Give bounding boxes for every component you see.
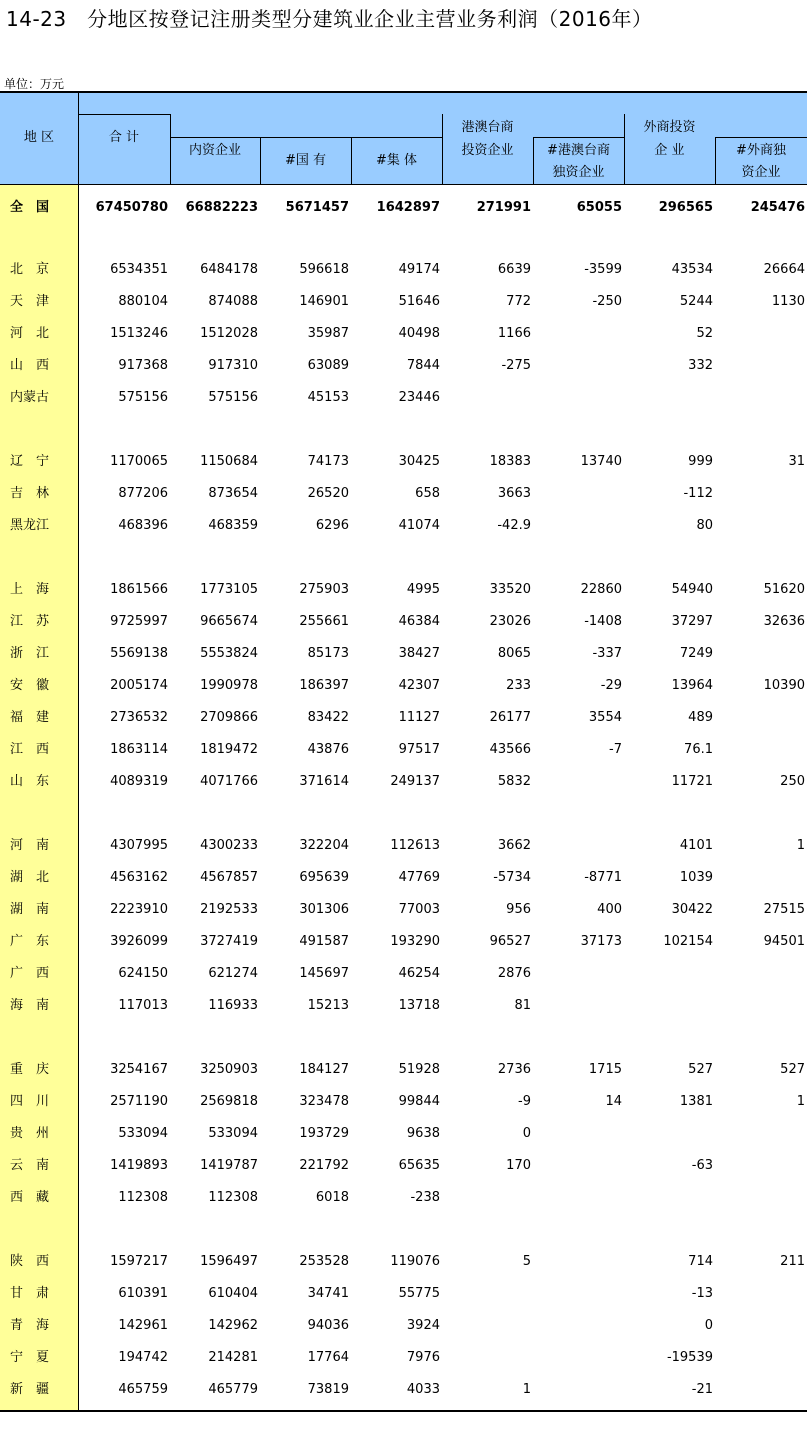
value-cell: 142961	[118, 1318, 168, 1333]
table-row	[0, 354, 807, 378]
region-name: 四 川	[10, 1094, 50, 1109]
value-cell: 85173	[307, 646, 349, 661]
value-cell: 465759	[118, 1382, 168, 1397]
region-name: 湖 南	[10, 902, 50, 917]
value-cell: 275903	[299, 582, 349, 597]
value-cell: 5	[522, 1254, 531, 1269]
value-cell: 94036	[307, 1318, 349, 1333]
value-cell: 5569138	[110, 646, 168, 661]
header-foreign-line1: 外商投资	[643, 120, 696, 135]
value-cell: 877206	[118, 486, 168, 501]
value-cell: 37297	[671, 614, 713, 629]
value-cell: 2709866	[200, 710, 258, 725]
value-cell: 1990978	[200, 678, 258, 693]
value-cell: 2736	[497, 1062, 531, 1077]
value-cell: -63	[691, 1158, 713, 1173]
value-cell: 23446	[398, 390, 440, 405]
value-cell: 3924	[406, 1318, 440, 1333]
value-cell: 873654	[208, 486, 258, 501]
value-cell: 96527	[489, 934, 531, 949]
value-cell: 1863114	[110, 742, 168, 757]
value-cell: 46384	[398, 614, 440, 629]
value-cell: 63089	[307, 358, 349, 373]
value-cell: 54940	[671, 582, 713, 597]
value-cell: 468359	[208, 518, 258, 533]
value-cell: 714	[688, 1254, 713, 1269]
value-cell: -250	[592, 294, 622, 309]
value-cell: 80	[696, 518, 713, 533]
value-cell: 2005174	[110, 678, 168, 693]
table-row	[0, 1058, 807, 1082]
value-cell: 7976	[406, 1350, 440, 1365]
value-cell: -1408	[584, 614, 622, 629]
header-foreign-line2: 企 业	[654, 143, 685, 158]
value-cell: 596618	[299, 262, 349, 277]
value-cell: 400	[597, 902, 622, 917]
value-cell: 610391	[118, 1286, 168, 1301]
value-cell: 27515	[763, 902, 805, 917]
value-cell: 52	[696, 326, 713, 341]
value-cell: 81	[514, 998, 531, 1013]
value-cell: 97517	[398, 742, 440, 757]
header-hmt-sole-line2: 独资企业	[552, 165, 605, 180]
region-name: 北 京	[10, 262, 50, 277]
value-cell: 4089319	[110, 774, 168, 789]
value-cell: 119076	[390, 1254, 440, 1269]
value-cell: 917310	[208, 358, 258, 373]
header-state-owned: #国 有	[284, 153, 327, 168]
region-name: 西 藏	[10, 1190, 50, 1205]
value-cell: 117013	[118, 998, 168, 1013]
value-cell: 1715	[588, 1062, 622, 1077]
region-name: 天 津	[10, 294, 50, 309]
value-cell: 22860	[580, 582, 622, 597]
table-row	[0, 322, 807, 346]
value-cell: 55775	[398, 1286, 440, 1301]
value-cell: 43876	[307, 742, 349, 757]
header-top-rule	[0, 91, 807, 93]
value-cell: 26520	[307, 486, 349, 501]
value-cell: 11721	[671, 774, 713, 789]
value-cell: 51928	[398, 1062, 440, 1077]
table-row	[0, 1314, 807, 1338]
value-cell: 2876	[497, 966, 531, 981]
value-cell: 9725997	[110, 614, 168, 629]
value-cell: 43534	[671, 262, 713, 277]
value-cell: -29	[600, 678, 622, 693]
value-cell: 7844	[406, 358, 440, 373]
value-cell: 245476	[750, 200, 805, 215]
value-cell: 253528	[299, 1254, 349, 1269]
value-cell: 10390	[763, 678, 805, 693]
value-cell: 112308	[208, 1190, 258, 1205]
value-cell: 301306	[299, 902, 349, 917]
value-cell: 1642897	[376, 200, 440, 215]
value-cell: 4071766	[200, 774, 258, 789]
value-cell: 146901	[299, 294, 349, 309]
header-foreign-sole-line1: #外商独	[736, 143, 786, 158]
value-cell: 17764	[307, 1350, 349, 1365]
region-name: 福 建	[10, 710, 50, 725]
table-row	[0, 962, 807, 986]
value-cell: 193290	[390, 934, 440, 949]
table-row	[0, 898, 807, 922]
value-cell: 1130	[771, 294, 805, 309]
table-row	[0, 1346, 807, 1370]
region-name: 甘 肃	[10, 1286, 50, 1301]
value-cell: 102154	[663, 934, 713, 949]
value-cell: 35987	[307, 326, 349, 341]
value-cell: 194742	[118, 1350, 168, 1365]
value-cell: 6639	[497, 262, 531, 277]
value-cell: 65055	[576, 200, 622, 215]
value-cell: 4300233	[200, 838, 258, 853]
value-cell: 51646	[398, 294, 440, 309]
region-name: 浙 江	[10, 646, 50, 661]
value-cell: 38427	[398, 646, 440, 661]
value-cell: -112	[683, 486, 713, 501]
value-cell: 332	[688, 358, 713, 373]
region-name: 山 西	[10, 358, 50, 373]
region-name: 贵 州	[10, 1126, 50, 1141]
value-cell: 221792	[299, 1158, 349, 1173]
value-cell: 33520	[489, 582, 531, 597]
table-row	[0, 706, 807, 730]
value-cell: 4567857	[200, 870, 258, 885]
value-cell: 3727419	[200, 934, 258, 949]
value-cell: 323478	[299, 1094, 349, 1109]
value-cell: 49174	[398, 262, 440, 277]
value-cell: 271991	[476, 200, 531, 215]
value-cell: 1419787	[200, 1158, 258, 1173]
region-name: 上 海	[10, 582, 50, 597]
region-name: 河 北	[10, 326, 50, 341]
value-cell: 4995	[406, 582, 440, 597]
value-cell: 32636	[763, 614, 805, 629]
value-cell: 2569818	[200, 1094, 258, 1109]
value-cell: 37173	[580, 934, 622, 949]
table-row	[0, 1250, 807, 1274]
table-row	[0, 1090, 807, 1114]
value-cell: 1861566	[110, 582, 168, 597]
value-cell: 66882223	[185, 200, 258, 215]
table-row	[0, 738, 807, 762]
value-cell: 74173	[307, 454, 349, 469]
header-sub-rule-2	[533, 137, 624, 138]
table-row	[0, 1122, 807, 1146]
value-cell: 1419893	[110, 1158, 168, 1173]
value-cell: 0	[522, 1126, 531, 1141]
value-cell: -21	[691, 1382, 713, 1397]
value-cell: 658	[415, 486, 440, 501]
value-cell: -7	[609, 742, 622, 757]
table-row	[0, 1186, 807, 1210]
value-cell: 6534351	[110, 262, 168, 277]
value-cell: 695639	[299, 870, 349, 885]
region-name: 山 东	[10, 774, 50, 789]
unit-label: 单位：万元	[4, 77, 65, 91]
value-cell: 40498	[398, 326, 440, 341]
value-cell: 1170065	[110, 454, 168, 469]
value-cell: 34741	[307, 1286, 349, 1301]
value-cell: 1381	[679, 1094, 713, 1109]
value-cell: -9	[518, 1094, 531, 1109]
value-cell: -8771	[584, 870, 622, 885]
value-cell: 47769	[398, 870, 440, 885]
table-row	[0, 514, 807, 538]
value-cell: 211	[780, 1254, 805, 1269]
table-row	[0, 642, 807, 666]
table-row	[0, 482, 807, 506]
value-cell: 8065	[497, 646, 531, 661]
header-foreign-sole-line2: 资企业	[741, 165, 781, 180]
header-sub-rule-3	[715, 137, 807, 138]
header-hmt-sole-line1: #港澳台商	[547, 143, 610, 158]
header-hmt-line1: 港澳台商	[461, 120, 514, 135]
region-name: 河 南	[10, 838, 50, 853]
region-name: 辽 宁	[10, 454, 50, 469]
value-cell: 1819472	[200, 742, 258, 757]
value-cell: 533094	[118, 1126, 168, 1141]
value-cell: 874088	[208, 294, 258, 309]
table-row	[0, 386, 807, 410]
region-name: 陕 西	[10, 1254, 50, 1269]
table-row	[0, 930, 807, 954]
value-cell: 533094	[208, 1126, 258, 1141]
value-cell: 73819	[307, 1382, 349, 1397]
value-cell: 2192533	[200, 902, 258, 917]
value-cell: 1	[796, 838, 805, 853]
value-cell: 9638	[406, 1126, 440, 1141]
value-cell: 76.1	[684, 742, 713, 757]
value-cell: 9665674	[200, 614, 258, 629]
value-cell: 1150684	[200, 454, 258, 469]
region-name: 海 南	[10, 998, 50, 1013]
value-cell: 4563162	[110, 870, 168, 885]
value-cell: 5244	[679, 294, 713, 309]
value-cell: -19539	[666, 1350, 713, 1365]
value-cell: 371614	[299, 774, 349, 789]
value-cell: 184127	[299, 1062, 349, 1077]
value-cell: 5553824	[200, 646, 258, 661]
value-cell: 11127	[398, 710, 440, 725]
value-cell: 83422	[307, 710, 349, 725]
table-row	[0, 994, 807, 1018]
value-cell: 4307995	[110, 838, 168, 853]
header-collective: #集 体	[375, 153, 418, 168]
value-cell: 45153	[307, 390, 349, 405]
value-cell: 30422	[671, 902, 713, 917]
value-cell: 6296	[315, 518, 349, 533]
value-cell: -337	[592, 646, 622, 661]
table-bottom-rule	[0, 1410, 807, 1412]
value-cell: 142962	[208, 1318, 258, 1333]
value-cell: 31	[788, 454, 805, 469]
value-cell: 956	[506, 902, 531, 917]
value-cell: 1773105	[200, 582, 258, 597]
value-cell: 112613	[390, 838, 440, 853]
table-row	[0, 610, 807, 634]
value-cell: 43566	[489, 742, 531, 757]
value-cell: 5832	[497, 774, 531, 789]
region-name: 广 西	[10, 966, 50, 981]
value-cell: 621274	[208, 966, 258, 981]
value-cell: 772	[506, 294, 531, 309]
value-cell: 250	[780, 774, 805, 789]
value-cell: 18383	[489, 454, 531, 469]
region-name: 宁 夏	[10, 1350, 50, 1365]
value-cell: 26177	[489, 710, 531, 725]
table-row	[0, 866, 807, 890]
value-cell: 67450780	[95, 200, 168, 215]
value-cell: 26664	[763, 262, 805, 277]
value-cell: 3663	[497, 486, 531, 501]
table-row	[0, 578, 807, 602]
value-cell: 3254167	[110, 1062, 168, 1077]
value-cell: 3662	[497, 838, 531, 853]
value-cell: 575156	[208, 390, 258, 405]
value-cell: 4101	[679, 838, 713, 853]
value-cell: -3599	[584, 262, 622, 277]
value-cell: 1	[522, 1382, 531, 1397]
region-name: 广 东	[10, 934, 50, 949]
value-cell: 3554	[588, 710, 622, 725]
value-cell: 7249	[679, 646, 713, 661]
region-name: 重 庆	[10, 1062, 50, 1077]
region-name: 新 疆	[10, 1382, 50, 1397]
region-name: 黑龙江	[10, 518, 50, 533]
value-cell: 170	[506, 1158, 531, 1173]
value-cell: 14	[605, 1094, 622, 1109]
value-cell: 491587	[299, 934, 349, 949]
table-row	[0, 450, 807, 474]
table-row	[0, 258, 807, 282]
value-cell: 575156	[118, 390, 168, 405]
value-cell: 917368	[118, 358, 168, 373]
region-name: 全 国	[10, 200, 50, 215]
region-name: 云 南	[10, 1158, 50, 1173]
value-cell: 23026	[489, 614, 531, 629]
value-cell: -275	[501, 358, 531, 373]
value-cell: 65635	[398, 1158, 440, 1173]
value-cell: 193729	[299, 1126, 349, 1141]
value-cell: 1039	[679, 870, 713, 885]
header-total: 合 计	[108, 130, 140, 145]
value-cell: 214281	[208, 1350, 258, 1365]
value-cell: 30425	[398, 454, 440, 469]
value-cell: 255661	[299, 614, 349, 629]
value-cell: -5734	[493, 870, 531, 885]
value-cell: 880104	[118, 294, 168, 309]
value-cell: 624150	[118, 966, 168, 981]
value-cell: 5671457	[285, 200, 349, 215]
value-cell: 296565	[658, 200, 713, 215]
value-cell: -42.9	[497, 518, 531, 533]
value-cell: 46254	[398, 966, 440, 981]
region-name: 湖 北	[10, 870, 50, 885]
region-name: 吉 林	[10, 486, 50, 501]
region-name: 青 海	[10, 1318, 50, 1333]
value-cell: 527	[688, 1062, 713, 1077]
table-title: 14-23 分地区按登记注册类型分建筑业企业主营业务利润（2016年）	[6, 7, 653, 31]
value-cell: 249137	[390, 774, 440, 789]
value-cell: 233	[506, 678, 531, 693]
region-name: 安 徽	[10, 678, 50, 693]
value-cell: 0	[704, 1318, 713, 1333]
table-row-total	[0, 196, 807, 220]
value-cell: 1597217	[110, 1254, 168, 1269]
value-cell: 13740	[580, 454, 622, 469]
value-cell: 94501	[763, 934, 805, 949]
table-row	[0, 770, 807, 794]
value-cell: -238	[410, 1190, 440, 1205]
value-cell: 527	[780, 1062, 805, 1077]
value-cell: 3926099	[110, 934, 168, 949]
value-cell: 6018	[315, 1190, 349, 1205]
value-cell: 4033	[406, 1382, 440, 1397]
value-cell: 186397	[299, 678, 349, 693]
value-cell: 77003	[398, 902, 440, 917]
value-cell: 465779	[208, 1382, 258, 1397]
value-cell: 1166	[497, 326, 531, 341]
value-cell: 1	[796, 1094, 805, 1109]
table-row	[0, 1282, 807, 1306]
value-cell: 51620	[763, 582, 805, 597]
header-domestic: 内资企业	[188, 143, 241, 158]
value-cell: 13964	[671, 678, 713, 693]
value-cell: 2223910	[110, 902, 168, 917]
region-name: 江 西	[10, 742, 50, 757]
value-cell: 610404	[208, 1286, 258, 1301]
region-name: 内蒙古	[10, 390, 50, 405]
value-cell: 322204	[299, 838, 349, 853]
value-cell: 99844	[398, 1094, 440, 1109]
header-bottom-rule	[0, 184, 807, 185]
header-hmt-line2: 投资企业	[461, 143, 514, 158]
table-row	[0, 1154, 807, 1178]
value-cell: 3250903	[200, 1062, 258, 1077]
table-row	[0, 290, 807, 314]
value-cell: 999	[688, 454, 713, 469]
header-sub-rule-4	[78, 114, 170, 115]
table-row	[0, 674, 807, 698]
value-cell: 15213	[307, 998, 349, 1013]
value-cell: 6484178	[200, 262, 258, 277]
header-sub-rule-1	[170, 137, 442, 138]
header-region: 地 区	[23, 130, 55, 145]
value-cell: 41074	[398, 518, 440, 533]
value-cell: 468396	[118, 518, 168, 533]
region-name: 江 苏	[10, 614, 50, 629]
value-cell: 42307	[398, 678, 440, 693]
value-cell: 1513246	[110, 326, 168, 341]
value-cell: 116933	[208, 998, 258, 1013]
value-cell: -13	[691, 1286, 713, 1301]
value-cell: 1512028	[200, 326, 258, 341]
value-cell: 112308	[118, 1190, 168, 1205]
value-cell: 13718	[398, 998, 440, 1013]
value-cell: 145697	[299, 966, 349, 981]
table-row	[0, 834, 807, 858]
value-cell: 2571190	[110, 1094, 168, 1109]
value-cell: 1596497	[200, 1254, 258, 1269]
value-cell: 2736532	[110, 710, 168, 725]
value-cell: 489	[688, 710, 713, 725]
table-row	[0, 1378, 807, 1402]
